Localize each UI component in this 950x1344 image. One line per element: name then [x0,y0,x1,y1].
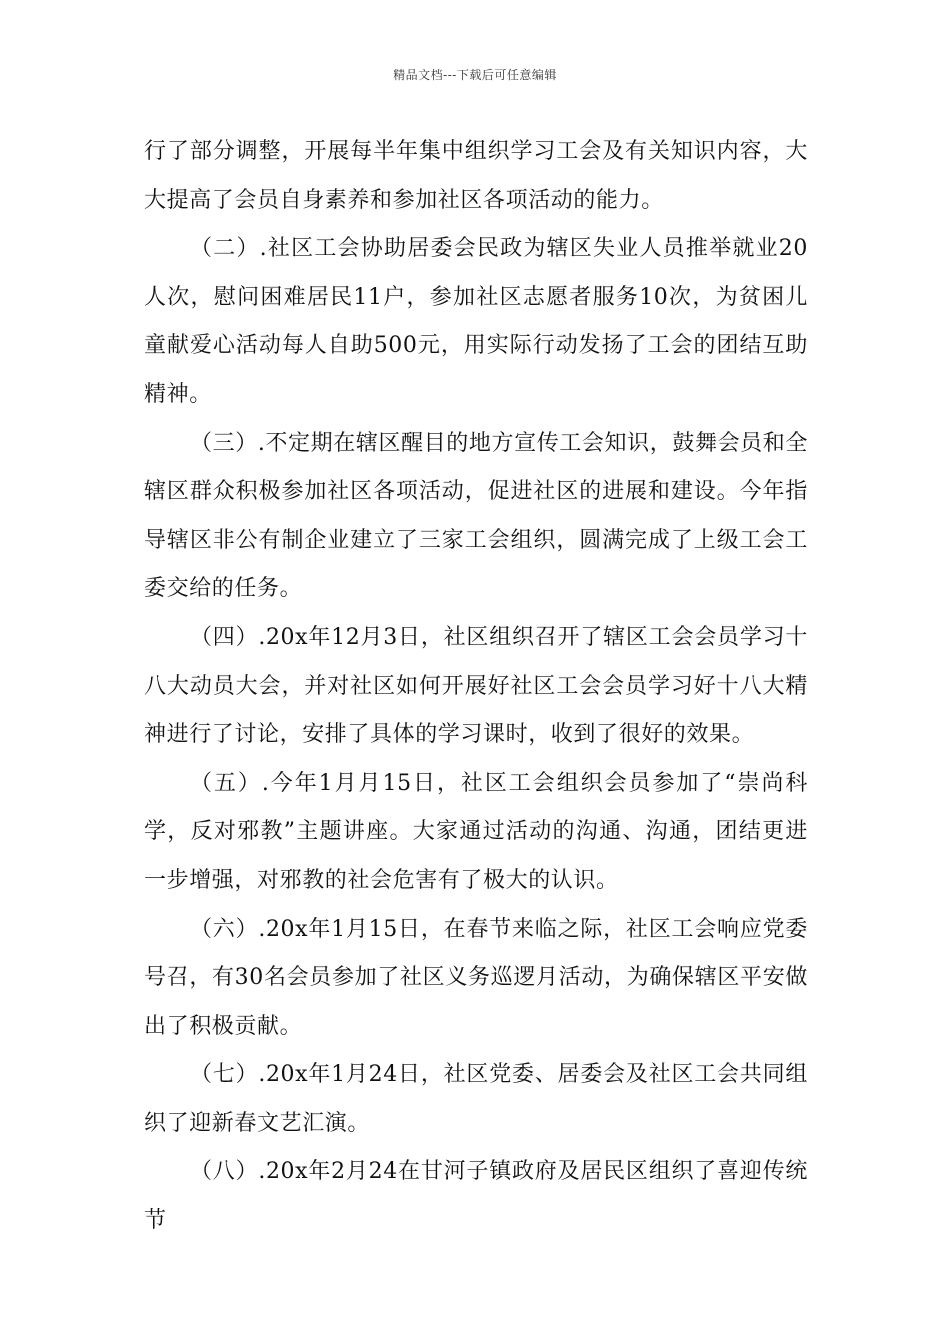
paragraph-item-5: （五）.今年1月月15日，社区工会组织会员参加了“崇尚科学，反对邪教”主题讲座。大家通过活动的沟通、沟通，团结更进一步增强，对邪教的社会危害有了极大的认识。 [144,770,808,893]
paragraph-item-3: （三）.不定期在辖区醒目的地方宣传工会知识，鼓舞会员和全辖区群众积极参加社区各项活动，促进社区的进展和建设。今年指导辖区非公有制企业建立了三家工会组织，圆满完成了上级工会工委交给的任务。 [144,430,808,602]
paragraph-item-7: （七）.20x年1月24日，社区党委、居委会及社区工会共同组织了迎新春文艺汇演。 [144,1062,808,1136]
paragraph-item-8: （八）.20x年2月24在甘河子镇政府及居民区组织了喜迎传统节 [144,1159,808,1234]
page-header: 精品文档---下载后可任意编辑 [393,68,557,82]
paragraph-continuation: 行了部分调整，开展每半年集中组织学习工会及有关知识内容，大大提高了会员自身素养和参加社区各项活动的能力。 [144,139,808,213]
paragraph-item-2: （二）.社区工会协助居委会民政为辖区失业人员推举就业20人次，慰问困难居民11户，参加社区志愿者服务10次，为贫困儿童献爱心活动每人自助500元，用实际行动发扬了工会的团结互助精神。 [144,236,808,407]
paragraph-item-6: （六）.20x年1月15日，在春节来临之际，社区工会响应党委号召，有30名会员参加了社区义务巡逻月活动，为确保辖区平安做出了积极贡献。 [144,916,808,1039]
paragraph-item-4: （四）.20x年12月3日，社区组织召开了辖区工会会员学习十八大动员大会，并对社区如何开展好社区工会会员学习好十八大精神进行了讨论，安排了具体的学习课时，收到了很好的效果。 [144,624,808,748]
document-body [144,128,808,1246]
